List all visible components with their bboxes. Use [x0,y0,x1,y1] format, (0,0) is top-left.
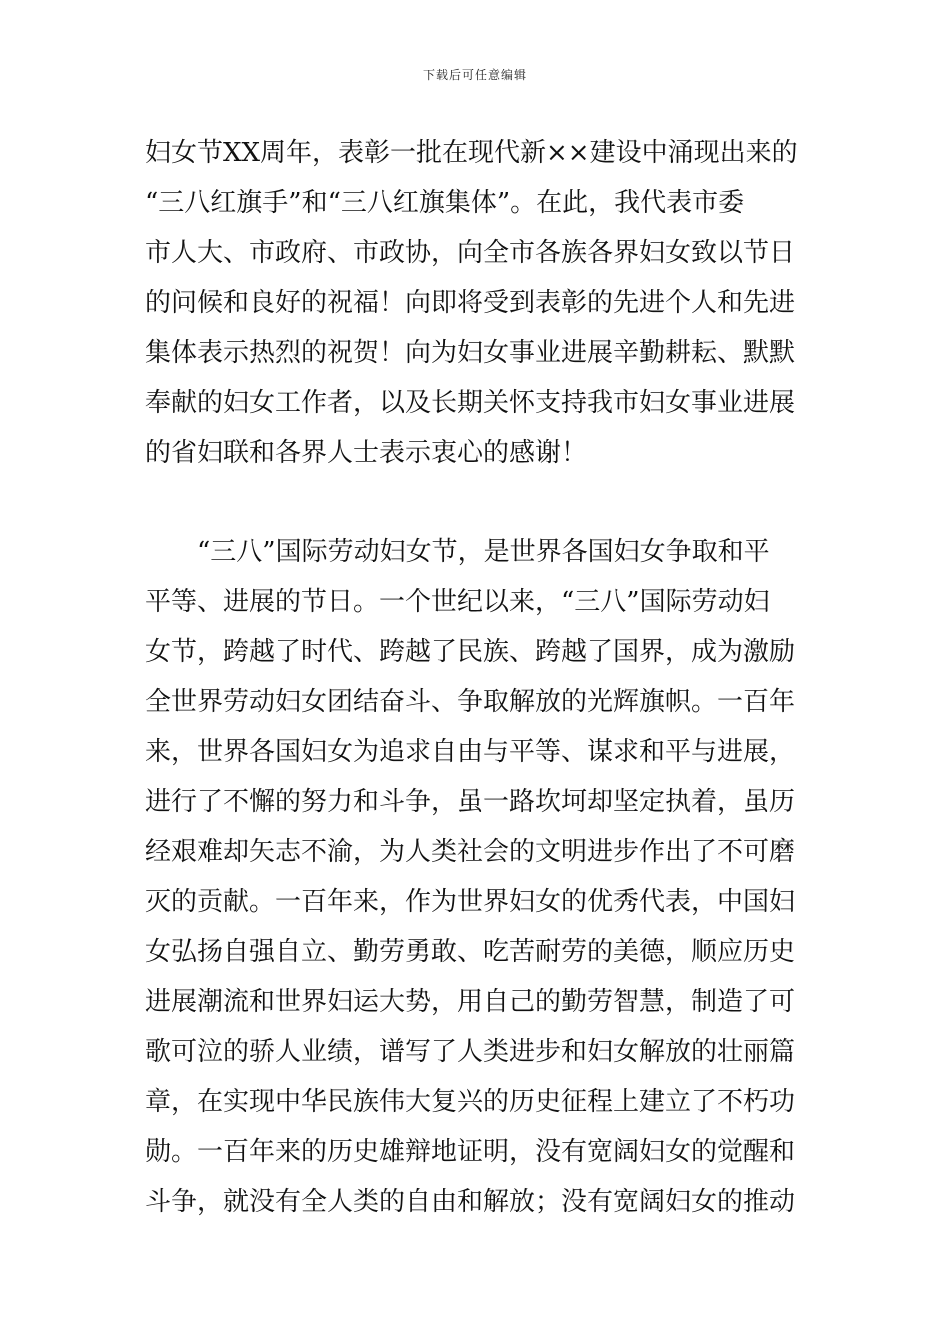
text-line: 集体表示热烈的祝贺！向为妇女事业进展辛勤耕耘、默默 [145,338,796,368]
text-line: 经艰难却矢志不渝，为人类社会的文明进步作出了不可磨 [145,837,796,867]
text-line: 奉献的妇女工作者，以及长期关怀支持我市妇女事业进展 [145,388,796,418]
text-line: 全世界劳动妇女团结奋斗、争取解放的光辉旗帜。一百年 [145,687,796,717]
header-note: 下载后可任意编辑 [422,68,527,82]
text-line: 的省妇联和各界人士表示衷心的感谢！ [145,438,588,468]
text-line: 来，世界各国妇女为追求自由与平等、谋求和平与进展， [145,737,796,767]
paragraph-2 [145,527,810,1227]
paragraph-1 [145,128,810,478]
text-line: 歌可泣的骄人业绩，谱写了人类进步和妇女解放的壮丽篇 [145,1037,796,1067]
text-line: 勋。一百年来的历史雄辩地证明，没有宽阔妇女的觉醒和 [145,1137,796,1167]
text-line: 灭的贡献。一百年来，作为世界妇女的优秀代表，中国妇 [145,887,796,917]
text-line: 斗争，就没有全人类的自由和解放；没有宽阔妇女的推动 [145,1187,796,1217]
text-line: 进展潮流和世界妇运大势，用自己的勤劳智慧，制造了可 [145,987,796,1017]
text-line: 妇女节XX周年，表彰一批在现代新××建设中涌现出来的 [145,138,798,168]
text-line: 平等、进展的节日。一个世纪以来，“三八”国际劳动妇 [145,587,770,617]
text-line: 章，在实现中华民族伟大复兴的历史征程上建立了不朽功 [145,1087,796,1117]
text-line: 进行了不懈的努力和斗争，虽一路坎坷却坚定执着，虽历 [145,787,796,817]
text-line: 市人大、市政府、市政协，向全市各族各界妇女致以节日 [145,238,796,268]
text-line: 的问候和良好的祝福！向即将受到表彰的先进个人和先进 [145,288,796,318]
text-line: 女节，跨越了时代、跨越了民族、跨越了国界，成为激励 [145,637,796,667]
text-line: “三八红旗手”和“三八红旗集体”。在此，我代表市委 [145,188,745,218]
text-line: 女弘扬自强自立、勤劳勇敢、吃苦耐劳的美德，顺应历史 [145,937,796,967]
text-line: “三八”国际劳动妇女节，是世界各国妇女争取和平 [197,537,770,567]
